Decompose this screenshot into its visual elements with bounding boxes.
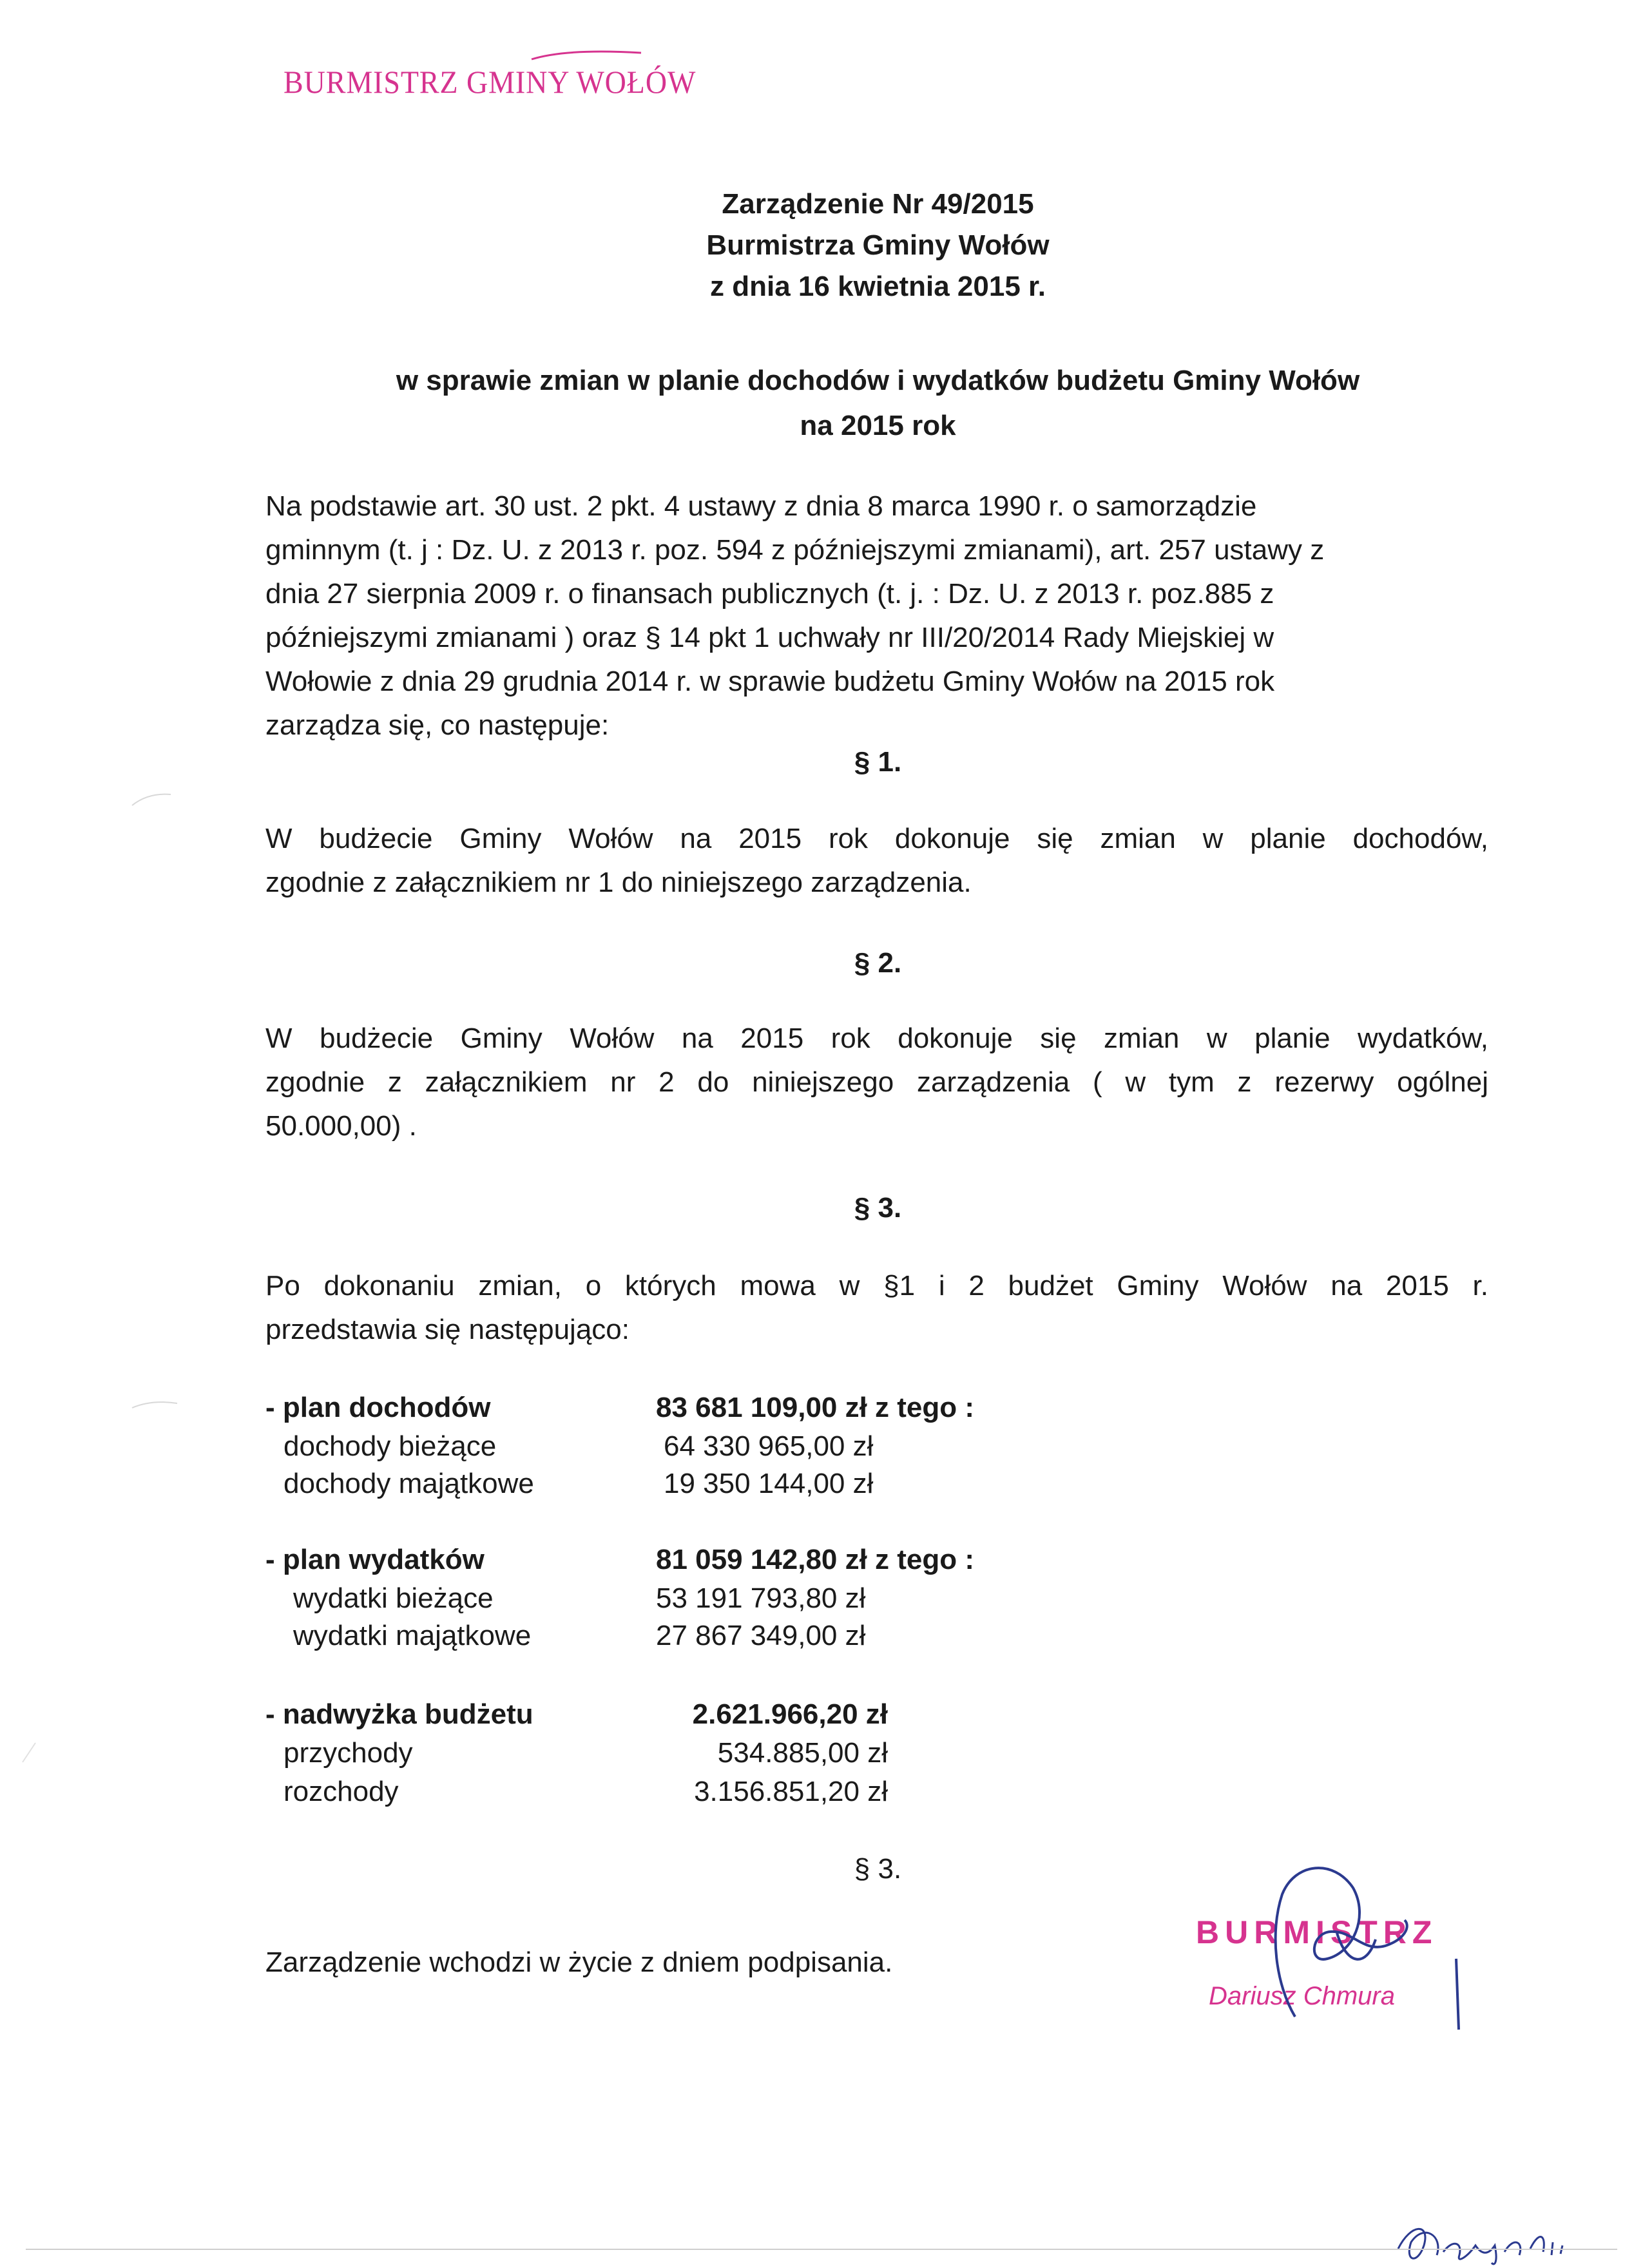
preamble [265,485,1488,747]
surplus-value: 2.621.966,20 zł [692,1698,888,1730]
section-3-line: przedstawia się następująco: [265,1314,629,1345]
income-plan-value: 83 681 109,00 zł z tego : [656,1392,975,1423]
handwritten-signature [1198,1856,1469,2036]
section-3-line: Po dokonaniu zmian, o których mowa w §1 i 2 budżet Gminy Wołów na 2015 r. [265,1270,1488,1302]
income-plan-label: - plan dochodów [265,1392,491,1423]
official-stamp-header: BURMISTRZ GMINY WOŁÓW [283,64,697,100]
section-2-title: § 2. [854,947,902,979]
preamble-line: Na podstawie art. 30 ust. 2 pkt. 4 ustawy z dnia 8 marca 1990 r. o samorządzie [265,490,1257,522]
handwritten-initials [1392,2216,1598,2268]
subject-line-1: w sprawie zmian w planie dochodów i wydatków budżetu Gminy Wołów [396,365,1360,396]
expense-item-value: 27 867 349,00 zł [656,1620,866,1651]
expense-item-label: wydatki majątkowe [293,1620,532,1651]
expense-plan-value: 81 059 142,80 zł z tego : [656,1544,975,1575]
section-1-line: W budżecie Gminy Wołów na 2015 rok dokonuje się zmian w planie dochodów, [265,823,1488,854]
preamble-line: zarządza się, co następuje: [265,709,610,741]
surplus-label: - nadwyżka budżetu [265,1698,533,1730]
document-header [0,184,1643,307]
section-3-title: § 3. [854,1192,902,1224]
expense-item-label: wydatki bieżące [293,1582,494,1614]
stamp-flourish [528,45,644,64]
expense-plan-label: - plan wydatków [265,1544,485,1575]
surplus-item-value: 3.156.851,20 zł [694,1776,888,1807]
section-1-title: § 1. [854,746,902,778]
preamble-line: gminnym (t. j : Dz. U. z 2013 r. poz. 594 z późniejszymi zmianami), art. 257 ustawy z [265,534,1325,566]
section-1-line: zgodnie z załącznikiem nr 1 do niniejszego zarządzenia. [265,867,972,898]
income-item-label: dochody bieżące [283,1430,497,1462]
subject-line-2: na 2015 rok [800,410,956,441]
income-item-value: 64 330 965,00 zł [664,1430,874,1462]
scan-edge-line [26,2249,1617,2250]
preamble-line: późniejszymi zmianami ) oraz § 14 pkt 1 uchwały nr III/20/2014 Rady Miejskiej w [265,622,1274,653]
section-2-line: 50.000,00) . [265,1110,417,1142]
surplus-item-value: 534.885,00 zł [717,1737,888,1769]
income-item-value: 19 350 144,00 zł [664,1468,874,1499]
scan-mark [19,1740,39,1765]
surplus-item-label: przychody [283,1737,413,1769]
effective-clause: Zarządzenie wchodzi w życie z dniem podpisania. [265,1946,893,1978]
document-subject [0,358,1643,448]
section-4-title: § 3. [854,1853,902,1885]
stamp-name: Dariusz Chmura [1209,1982,1395,2010]
document-number: Zarządzenie Nr 49/2015 [722,188,1034,220]
expense-item-value: 53 191 793,80 zł [656,1582,866,1614]
stamp-title: BURMISTRZ [1196,1914,1438,1950]
preamble-line: dnia 27 sierpnia 2009 r. o finansach publicznych (t. j. : Dz. U. z 2013 r. poz.885 z [265,578,1274,610]
section-2-line: W budżecie Gminy Wołów na 2015 rok dokonuje się zmian w planie wydatków, [265,1023,1488,1054]
scan-mark [129,789,174,809]
income-item-label: dochody majątkowe [283,1468,534,1499]
section-2-body [265,1017,1488,1148]
section-1-body [265,817,1488,905]
section-3-body [265,1264,1488,1352]
section-2-line: zgodnie z załącznikiem nr 2 do niniejszego zarządzenia ( w tym z rezerwy ogólnej [265,1066,1488,1098]
surplus-item-label: rozchody [283,1776,399,1807]
preamble-line: Wołowie z dnia 29 grudnia 2014 r. w sprawie budżetu Gminy Wołów na 2015 rok [265,666,1275,697]
document-date: z dnia 16 kwietnia 2015 r. [710,271,1046,302]
scan-mark [129,1398,180,1411]
issuer: Burmistrza Gminy Wołów [706,229,1050,261]
